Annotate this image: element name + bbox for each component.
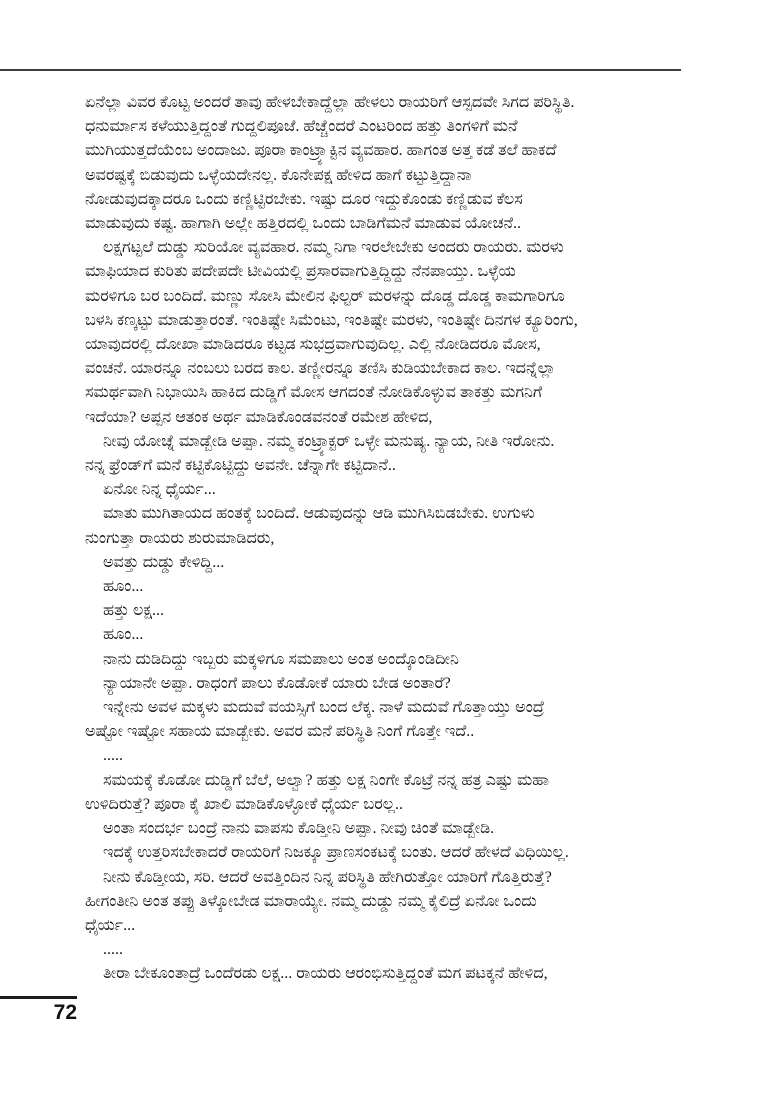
- text-line: ನನ್ನ ಫ್ರೆಂಡ್‌ಗೆ ಮನೆ ಕಟ್ಟಿಕೊಟ್ಟಿದ್ದು ಅವನೇ. ಚೆನ್ನಾಗೇ ಕಟ್ಟಿದಾನೆ..: [85, 457, 396, 475]
- text-line: ಅಂತಾ ಸಂದರ್ಭ ಬಂದ್ರೆ ನಾನು ವಾಪಸು ಕೊಡ್ತೀನಿ ಅಪ್ಪಾ. ನೀವು ಚಿಂತೆ ಮಾಡ್ಬೇಡಿ.: [103, 820, 495, 838]
- text-line: ಉಳಿದಿರುತ್ತೆ? ಪೂರಾ ಕೈ ಖಾಲಿ ಮಾಡಿಕೊಳ್ಳೋಕೆ ಧೈರ್ಯ ಬರಲ್ಲ..: [85, 795, 403, 813]
- text-line: ಮಾತು ಮುಗಿತಾಯದ ಹಂತಕ್ಕೆ ಬಂದಿದೆ. ಆಡುವುದನ್ನು ಆಡಿ ಮುಗಿಸಿಬಿಡಬೇಕು. ಉಗುಳು: [103, 505, 535, 523]
- paragraph: [85, 841, 710, 865]
- footer-bar: [0, 996, 77, 999]
- text-line: ಹೂಂ...: [103, 578, 144, 596]
- text-line: ಧೈರ್ಯ...: [85, 916, 136, 934]
- paragraph: [85, 769, 710, 817]
- paragraph: [85, 623, 710, 647]
- text-line: ಅವರಷ್ಟಕ್ಕೆ ಬಿಡುವುದು ಒಳ್ಳೆಯದೇನಲ್ಲ. ಕೊನೇಪಕ್ಷ ಹೇಳಿದ ಹಾಗೆ ಕಟ್ಟುತ್ತಿದ್ದಾನಾ: [85, 166, 472, 184]
- paragraph: [85, 648, 710, 672]
- text-line: ಏನೋ ನಿನ್ನ ಧೈರ್ಯ...: [103, 481, 216, 499]
- text-line: .....: [103, 941, 123, 959]
- text-line: ಧನುರ್ಮಾಸ ಕಳೆಯುತ್ತಿದ್ದಂತೆ ಗುದ್ದಲಿಪೂಜೆ. ಹೆಚ್ಚೆಂದರೆ ಎಂಟರಿಂದ ಹತ್ತು ತಿಂಗಳಿಗೆ ಮನೆ: [85, 118, 518, 136]
- text-line: ಲಕ್ಷಗಟ್ಟಲೆ ದುಡ್ಡು ಸುರಿಯೋ ವ್ಯವಹಾರ. ನಮ್ಮ ನಿಗಾ ಇರಲೇಬೇಕು ಅಂದರು ರಾಯರು. ಮರಳು: [103, 239, 564, 257]
- paragraph: [85, 744, 710, 768]
- text-line: ನುಂಗುತ್ತಾ ರಾಯರು ಶುರುಮಾಡಿದರು,: [85, 529, 275, 547]
- text-line: ಅವತ್ತು ದುಡ್ಡು ಕೇಳಿದ್ದಿ...: [103, 553, 225, 571]
- paragraph: [85, 430, 710, 478]
- text-line: ಇದಕ್ಕೆ ಉತ್ತರಿಸಬೇಕಾದರೆ ರಾಯರಿಗೆ ನಿಜಕ್ಕೂ ಪ್ರಾಣಸಂಕಟಕ್ಕೆ ಬಂತು. ಆದರೆ ಹೇಳದೆ ವಿಧಿಯಿಲ್ಲ.: [103, 844, 569, 862]
- text-line: ತೀರಾ ಬೇಕೂಂತಾದ್ರೆ ಒಂದೆರಡು ಲಕ್ಷ... ರಾಯರು ಆರಂಭಿಸುತ್ತಿದ್ದಂತೆ ಮಗ ಪಟಕ್ಕನೆ ಹೇಳಿದ,: [103, 965, 548, 983]
- paragraph: [85, 551, 710, 575]
- body-text: [85, 91, 710, 987]
- text-line: ಏನೆಲ್ಲಾ ವಿವರ ಕೊಟ್ಟ ಅಂದರೆ ತಾವು ಹೇಳಬೇಕಾದ್ದೆಲ್ಲಾ ಹೇಳಲು ರಾಯರಿಗೆ ಆಸ್ಪದವೇ ಸಿಗದ ಪರಿಸ್ಥಿತಿ.: [85, 94, 575, 111]
- text-line: .....: [103, 747, 123, 765]
- paragraph: [85, 502, 710, 550]
- text-line: ಇದೆಯಾ? ಅಪ್ಪನ ಆತಂಕ ಅರ್ಥ ಮಾಡಿಕೊಂಡವನಂತೆ ರಮೇಶ ಹೇಳಿದ,: [85, 408, 433, 426]
- text-line: ಅಷ್ಟೋ ಇಷ್ಟೋ ಸಹಾಯ ಮಾಡ್ಬೇಕು. ಅವರ ಮನೆ ಪರಿಸ್ಥಿತಿ ನಿಂಗೆ ಗೊತ್ತೇ ಇದೆ..: [85, 723, 475, 741]
- text-line: ವಂಚನೆ. ಯಾರನ್ನೂ ನಂಬಲು ಬರದ ಕಾಲ. ತಣ್ಣೀರನ್ನೂ ತಣಿಸಿ ಕುಡಿಯಬೇಕಾದ ಕಾಲ. ಇದನ್ನೆಲ್ಲಾ: [85, 360, 556, 378]
- header-rule: [0, 69, 681, 71]
- paragraph: [85, 599, 710, 623]
- text-line: ನೀವು ಯೋಚ್ನೆ ಮಾಡ್ಬೇಡಿ ಅಪ್ಪಾ. ನಮ್ಮ ಕಂಟ್ರ್ಯಾಕ್ಟರ್ ಒಳ್ಳೇ ಮನುಷ್ಯ. ನ್ಯಾಯ, ನೀತಿ ಇರೋನು.: [103, 432, 555, 450]
- text-line: ಸಮಯಕ್ಕೆ ಕೊಡೋ ದುಡ್ಡಿಗೆ ಬೆಲೆ, ಅಲ್ವಾ? ಹತ್ತು ಲಕ್ಷ ನಿಂಗೇ ಕೊಟ್ರೆ ನನ್ನ ಹತ್ರ ಎಷ್ಟು ಮಹಾ: [103, 771, 549, 789]
- paragraph: [85, 672, 710, 696]
- text-line: ಮುಗಿಯುತ್ತದೆಯೆಂಬ ಅಂದಾಜು. ಪೂರಾ ಕಾಂಟ್ರ್ಯಾಕ್ಟಿನ ವ್ಯವಹಾರ. ಹಾಗಂತ ಅತ್ತ ಕಡೆ ತಲೆ ಹಾಕದೆ: [85, 142, 557, 160]
- text-line: ನೀನು ಕೊಡ್ತೀಯ, ಸರಿ. ಆದರೆ ಅವತ್ತಿಂದಿನ ನಿನ್ನ ಪರಿಸ್ಥಿತಿ ಹೇಗಿರುತ್ತೋ ಯಾರಿಗೆ ಗೊತ್ತಿರುತ್ತೆ?: [103, 868, 552, 886]
- text-line: ಹೂಂ...: [103, 626, 144, 644]
- paragraph: [85, 866, 710, 939]
- paragraph: [85, 91, 710, 236]
- paragraph: [85, 575, 710, 599]
- text-line: ಮಾಫಿಯಾದ ಕುರಿತು ಪದೇಪದೇ ಟೀವಿಯಲ್ಲಿ ಪ್ರಸಾರವಾಗುತ್ತಿದ್ದಿದ್ದು ನೆನಪಾಯ್ತು. ಒಳ್ಳೆಯ: [85, 263, 516, 281]
- paragraph: [85, 938, 710, 962]
- text-line: ನೋಡುವುದಕ್ಕಾದರೂ ಒಂದು ಕಣ್ಣಿಟ್ಟಿರಬೇಕು. ಇಷ್ಟು ದೂರ ಇದ್ದುಕೊಂಡು ಕಣ್ಣಿಡುವ ಕೆಲಸ: [85, 190, 523, 208]
- paragraph: [85, 962, 710, 986]
- paragraph: [85, 817, 710, 841]
- text-line: ಹತ್ತು ಲಕ್ಷ...: [103, 602, 165, 620]
- text-line: ನ್ಯಾಯಾನೇ ಅಪ್ಪಾ. ರಾಧಂಗೆ ಪಾಲು ಕೊಡೋಕೆ ಯಾರು ಬೇಡ ಅಂತಾರೆ?: [103, 674, 451, 692]
- text-line: ಬಳಸಿ ಕಣ್ಕಟ್ಟು ಮಾಡುತ್ತಾರಂತೆ. ಇಂತಿಷ್ಟೇ ಸಿಮೆಂಟು, ಇಂತಿಷ್ಟೇ ಮರಳು, ಇಂತಿಷ್ಟೇ ದಿನಗಳ ಕ್ಯೂರಿಂಗು,: [85, 311, 578, 329]
- text-line: ಹೀಗಂತೀನಿ ಅಂತ ತಪ್ಪು ತಿಳ್ಕೋಬೇಡ ಮಾರಾಯ್ಯೇ. ನಮ್ಮ ದುಡ್ಡು ನಮ್ಮ ಕೈಲಿದ್ರೆ ಏನೋ ಒಂದು: [85, 892, 537, 910]
- text-line: ಇನ್ನೇನು ಅವಳ ಮಕ್ಕಳು ಮದುವೆ ವಯಸ್ಸಿಗೆ ಬಂದ ಲೆಕ್ಕ. ನಾಳೆ ಮದುವೆ ಗೊತ್ತಾಯ್ತು ಅಂದ್ರೆ: [103, 699, 545, 717]
- text-line: ಸಮರ್ಥವಾಗಿ ನಿಭಾಯಿಸಿ ಹಾಕಿದ ದುಡ್ಡಿಗೆ ಮೋಸ ಆಗದಂತೆ ನೋಡಿಕೊಳ್ಳುವ ತಾಕತ್ತು ಮಗನಿಗೆ: [85, 384, 543, 402]
- text-line: ನಾನು ದುಡಿದಿದ್ದು ಇಬ್ಬರು ಮಕ್ಕಳಿಗೂ ಸಮಪಾಲು ಅಂತ ಅಂದ್ಕೊಂಡಿದೀನಿ: [103, 650, 459, 668]
- page-number: 72: [53, 1001, 77, 1024]
- paragraph: [85, 236, 710, 430]
- text-line: ಮಾಡುವುದು ಕಷ್ಟ. ಹಾಗಾಗಿ ಅಲ್ಲೇ ಹತ್ತಿರದಲ್ಲಿ ಒಂದು ಬಾಡಿಗೆಮನೆ ಮಾಡುವ ಯೋಚನೆ..: [85, 215, 522, 233]
- text-line: ಮರಳಿಗೂ ಬರ ಬಂದಿದೆ. ಮಣ್ಣು ಸೋಸಿ ಮೇಲಿನ ಫಿಲ್ಟರ್ ಮರಳನ್ನು ದೊಡ್ಡ ದೊಡ್ಡ ಕಾಮಗಾರಿಗೂ: [85, 287, 565, 305]
- paragraph: [85, 696, 710, 744]
- paragraph: [85, 478, 710, 502]
- text-line: ಯಾವುದರಲ್ಲಿ ದೋಖಾ ಮಾಡಿದರೂ ಕಟ್ಟಡ ಸುಭದ್ರವಾಗುವುದಿಲ್ಲ. ಎಲ್ಲಿ ನೋಡಿದರೂ ಮೋಸ,: [85, 336, 541, 354]
